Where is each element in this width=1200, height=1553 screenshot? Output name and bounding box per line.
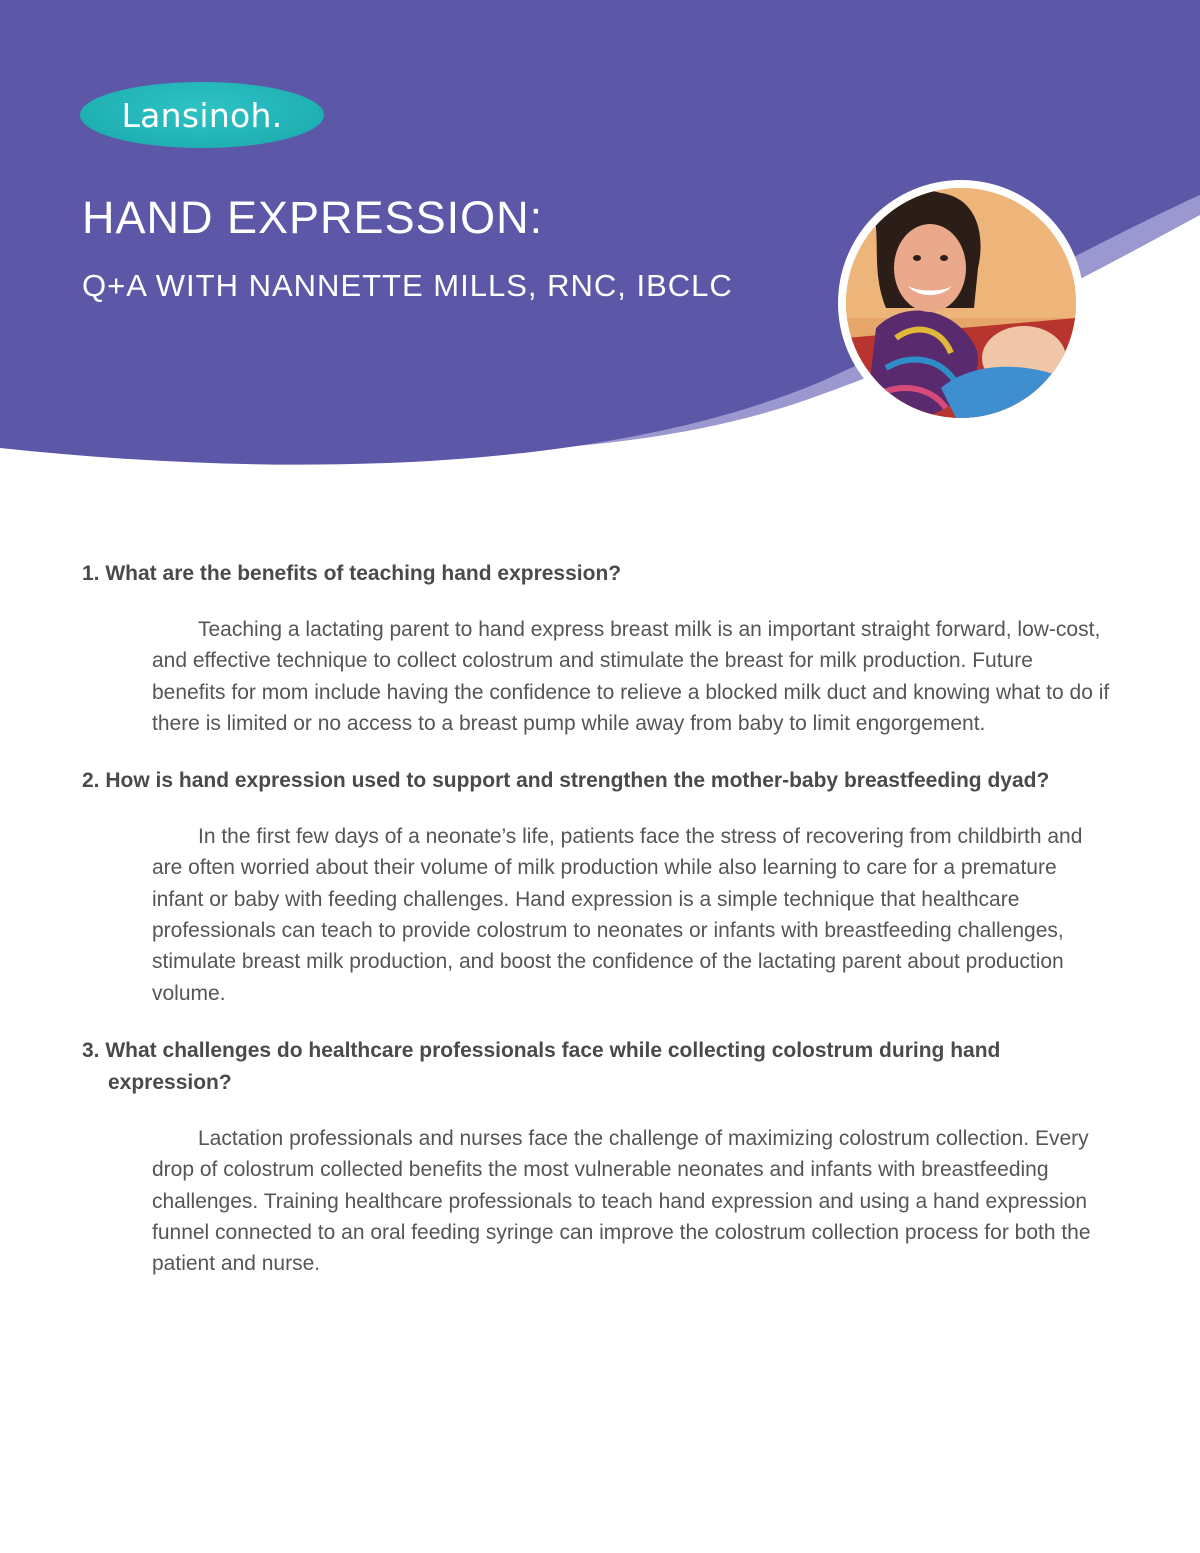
portrait-frame bbox=[838, 180, 1084, 426]
qa-item-2 bbox=[82, 765, 1112, 1009]
question-number: 1. bbox=[82, 562, 100, 585]
logo-text: Lansinoh. bbox=[121, 95, 283, 135]
question-3 bbox=[82, 1035, 1112, 1099]
portrait-photo bbox=[846, 188, 1076, 418]
page-title: HAND EXPRESSION: bbox=[82, 192, 544, 243]
question-text: How is hand expression used to support and strengthen the mother-baby breastfeeding dyad? bbox=[105, 769, 1050, 793]
question-1 bbox=[82, 558, 1112, 590]
qa-item-3 bbox=[82, 1035, 1112, 1279]
question-number: 2. bbox=[82, 769, 100, 793]
qa-item-1 bbox=[82, 558, 1112, 739]
question-text: What challenges do healthcare professionals face while collecting colostrum during hand expression? bbox=[105, 1038, 1001, 1094]
answer-1: Teaching a lactating parent to hand express breast milk is an important straight forward, low-cost, and effective technique to collect colostrum and stimulate the breast for milk production. Future benefits for mom include having the confidence to relieve a blocked milk duct and knowing what to do if there is limited or no access to a breast pump while away from baby to limit engorgement. bbox=[152, 618, 1110, 735]
question-text: What are the benefits of teaching hand expression? bbox=[105, 562, 622, 585]
qa-section bbox=[82, 558, 1112, 1305]
page-subtitle: Q+A WITH NANNETTE MILLS, RNC, IBCLC bbox=[82, 268, 733, 303]
question-2 bbox=[82, 765, 1112, 797]
answer-3: Lactation professionals and nurses face the challenge of maximizing colostrum collection. Every drop of colostrum collected benefits the most vulnerable neonates and infants with breastfeeding challenges. Training healthcare professionals to teach hand expression and using a hand expression funnel connected to an oral feeding syringe can improve the colostrum collection process for both the patient and nurse. bbox=[152, 1126, 1091, 1276]
question-number: 3. bbox=[82, 1038, 100, 1062]
portrait-illustration bbox=[846, 188, 1076, 418]
lansinoh-logo bbox=[80, 82, 324, 148]
answer-2: In the first few days of a neonate’s life, patients face the stress of recovering from childbirth and are often worried about their volume of milk production while also learning to care for a premature infant or baby with feeding challenges. Hand expression is a simple technique that healthcare professionals can teach to provide colostrum to neonates or infants with breastfeeding challenges, stimulate breast milk production, and boost the confidence of the lactating parent about production volume. bbox=[152, 825, 1083, 1005]
